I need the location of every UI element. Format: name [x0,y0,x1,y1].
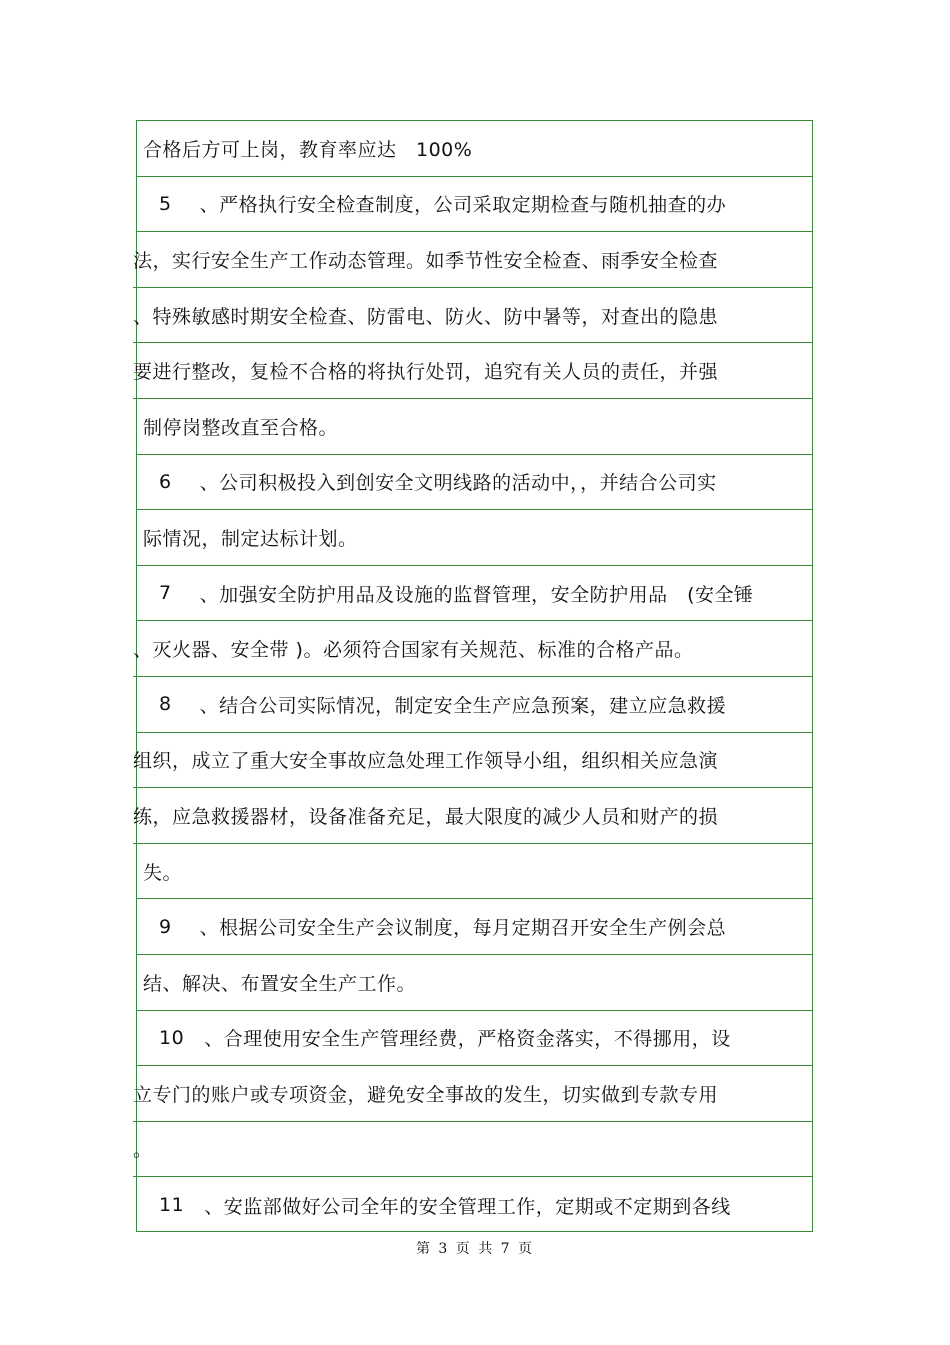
document-table [133,120,813,1232]
text-line [137,399,812,455]
line-text: 失。 [143,861,183,884]
line-text: 制停岗整改直至合格。 [143,416,339,439]
numbered-line [137,677,812,733]
line-text: 练，应急救援器材，设备准备充足，最大限度的减少人员和财产的损 [133,805,719,828]
text-line [133,1066,812,1122]
line-text: 、安监部做好公司全年的安全管理工作，定期或不定期到各线 [204,1195,731,1218]
line-text: 、加强安全防护用品及设施的监督管理，安全防护用品 (安全锤 [199,583,754,606]
item-number: 5 [159,192,172,215]
text-line [137,121,812,177]
item-number: 7 [159,582,172,605]
line-text: 、灭火器、安全带 )。必须符合国家有关规范、标准的合格产品。 [133,639,694,662]
line-text: 、特殊敏感时期安全检查、防雷电、防火、防中暑等，对查出的隐患 [133,305,719,328]
text-line [133,288,812,344]
line-text: 。 [133,1139,153,1162]
line-text: 要进行整改，复检不合格的将执行处罚，追究有关人员的责任，并强 [133,361,719,384]
text-line [133,733,812,789]
text-line [137,955,812,1011]
numbered-line [137,1011,812,1067]
text-line [133,232,812,288]
line-text: 合格后方可上岗，教育率应达 100% [143,138,473,161]
item-number: 8 [159,693,172,716]
numbered-line [137,1177,812,1233]
line-text: 、根据公司安全生产会议制度，每月定期召开安全生产例会总 [199,917,727,940]
line-text: 、合理使用安全生产管理经费，严格资金落实，不得挪用，设 [204,1028,731,1051]
item-number: 10 [159,1026,185,1049]
line-text: 、严格执行安全检查制度，公司采取定期检查与随机抽查的办 [199,194,727,217]
text-line [133,788,812,844]
line-text: 立专门的账户或专项资金，避免安全事故的发生，切实做到专款专用 [133,1083,719,1106]
numbered-line [137,566,812,622]
line-text: 结、解决、布置安全生产工作。 [143,972,417,995]
text-line [133,343,812,399]
line-text: 法，实行安全生产工作动态管理。如季节性安全检查、雨季安全检查 [133,249,719,272]
line-text: 组织，成立了重大安全事故应急处理工作领导小组，组织相关应急演 [133,750,719,773]
page-footer: 第 3 页 共 7 页 [415,1241,535,1257]
numbered-line [137,899,812,955]
text-line [133,621,812,677]
text-line [137,844,812,900]
item-number: 9 [159,915,172,938]
numbered-line [137,177,812,233]
line-text: 、公司积极投入到创安全文明线路的活动中，，并结合公司实 [199,472,717,495]
numbered-line [137,455,812,511]
text-line [133,1122,812,1178]
text-line [137,510,812,566]
line-text: 、结合公司实际情况，制定安全生产应急预案，建立应急救援 [199,694,727,717]
item-number: 6 [159,470,172,493]
item-number: 11 [159,1194,185,1217]
line-text: 际情况，制定达标计划。 [143,527,358,550]
